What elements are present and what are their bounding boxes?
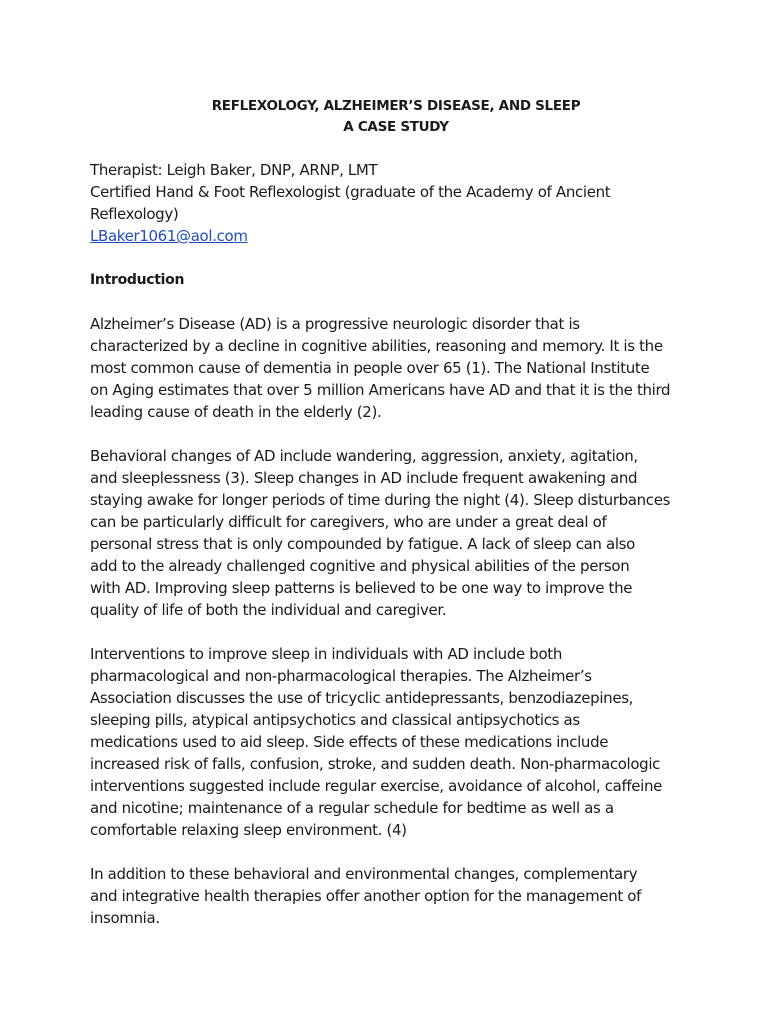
paragraph-line: insomnia. [90, 909, 160, 927]
paragraph-line: on Aging estimates that over 5 million Americans have AD and that it is the third [90, 381, 671, 399]
title-line-2: A CASE STUDY [343, 119, 449, 135]
section-heading-introduction: Introduction [90, 272, 185, 288]
email-link[interactable]: LBaker1061@aol.com [90, 227, 248, 245]
paragraph-line: personal stress that is only compounded by fatigue. A lack of sleep can also [90, 535, 635, 553]
paragraph-line: quality of life of both the individual and caregiver. [90, 601, 447, 619]
paragraph-line: and nicotine; maintenance of a regular schedule for bedtime as well as a [90, 799, 614, 817]
paragraph-line: staying awake for longer periods of time during the night (4). Sleep disturbances [90, 491, 671, 509]
document-page [90, 96, 690, 929]
document-title [90, 96, 690, 138]
paragraph-line: characterized by a decline in cognitive abilities, reasoning and memory. It is the [90, 337, 663, 355]
paragraph-line: pharmacological and non-pharmacological therapies. The Alzheimer’s [90, 667, 592, 685]
paragraph-line: with AD. Improving sleep patterns is believed to be one way to improve the [90, 579, 633, 597]
title-line-1: REFLEXOLOGY, ALZHEIMER’S DISEASE, AND SLEEP [211, 98, 581, 114]
author-info [90, 159, 690, 247]
paragraph-line: Alzheimer’s Disease (AD) is a progressive neurologic disorder that is [90, 315, 580, 333]
paragraph-line: medications used to aid sleep. Side effects of these medications include [90, 733, 609, 751]
therapist-line: Therapist: Leigh Baker, DNP, ARNP, LMT [90, 161, 378, 179]
paragraph-line: can be particularly difficult for caregivers, who are under a great deal of [90, 513, 607, 531]
certification-line: Certified Hand & Foot Reflexologist (graduate of the Academy of Ancient [90, 183, 611, 201]
paragraph-line: Association discusses the use of tricyclic antidepressants, benzodiazepines, [90, 689, 634, 707]
paragraph-line: leading cause of death in the elderly (2). [90, 403, 382, 421]
paragraph-line: add to the already challenged cognitive and physical abilities of the person [90, 557, 630, 575]
paragraph-line: and integrative health therapies offer another option for the management of [90, 887, 642, 905]
paragraph-2 [90, 445, 690, 621]
paragraph-line: sleeping pills, atypical antipsychotics and classical antipsychotics as [90, 711, 580, 729]
paragraph-3 [90, 643, 690, 841]
paragraph-4 [90, 863, 690, 929]
paragraph-1 [90, 313, 690, 423]
paragraph-line: In addition to these behavioral and environmental changes, complementary [90, 865, 638, 883]
paragraph-line: Interventions to improve sleep in individuals with AD include both [90, 645, 562, 663]
paragraph-line: increased risk of falls, confusion, stroke, and sudden death. Non-pharmacologic [90, 755, 661, 773]
paragraph-line: and sleeplessness (3). Sleep changes in AD include frequent awakening and [90, 469, 638, 487]
paragraph-line: most common cause of dementia in people over 65 (1). The National Institute [90, 359, 650, 377]
certification-line-cont: Reflexology) [90, 205, 179, 223]
paragraph-line: Behavioral changes of AD include wandering, aggression, anxiety, agitation, [90, 447, 638, 465]
paragraph-line: comfortable relaxing sleep environment. (4) [90, 821, 407, 839]
paragraph-line: interventions suggested include regular exercise, avoidance of alcohol, caffeine [90, 777, 663, 795]
